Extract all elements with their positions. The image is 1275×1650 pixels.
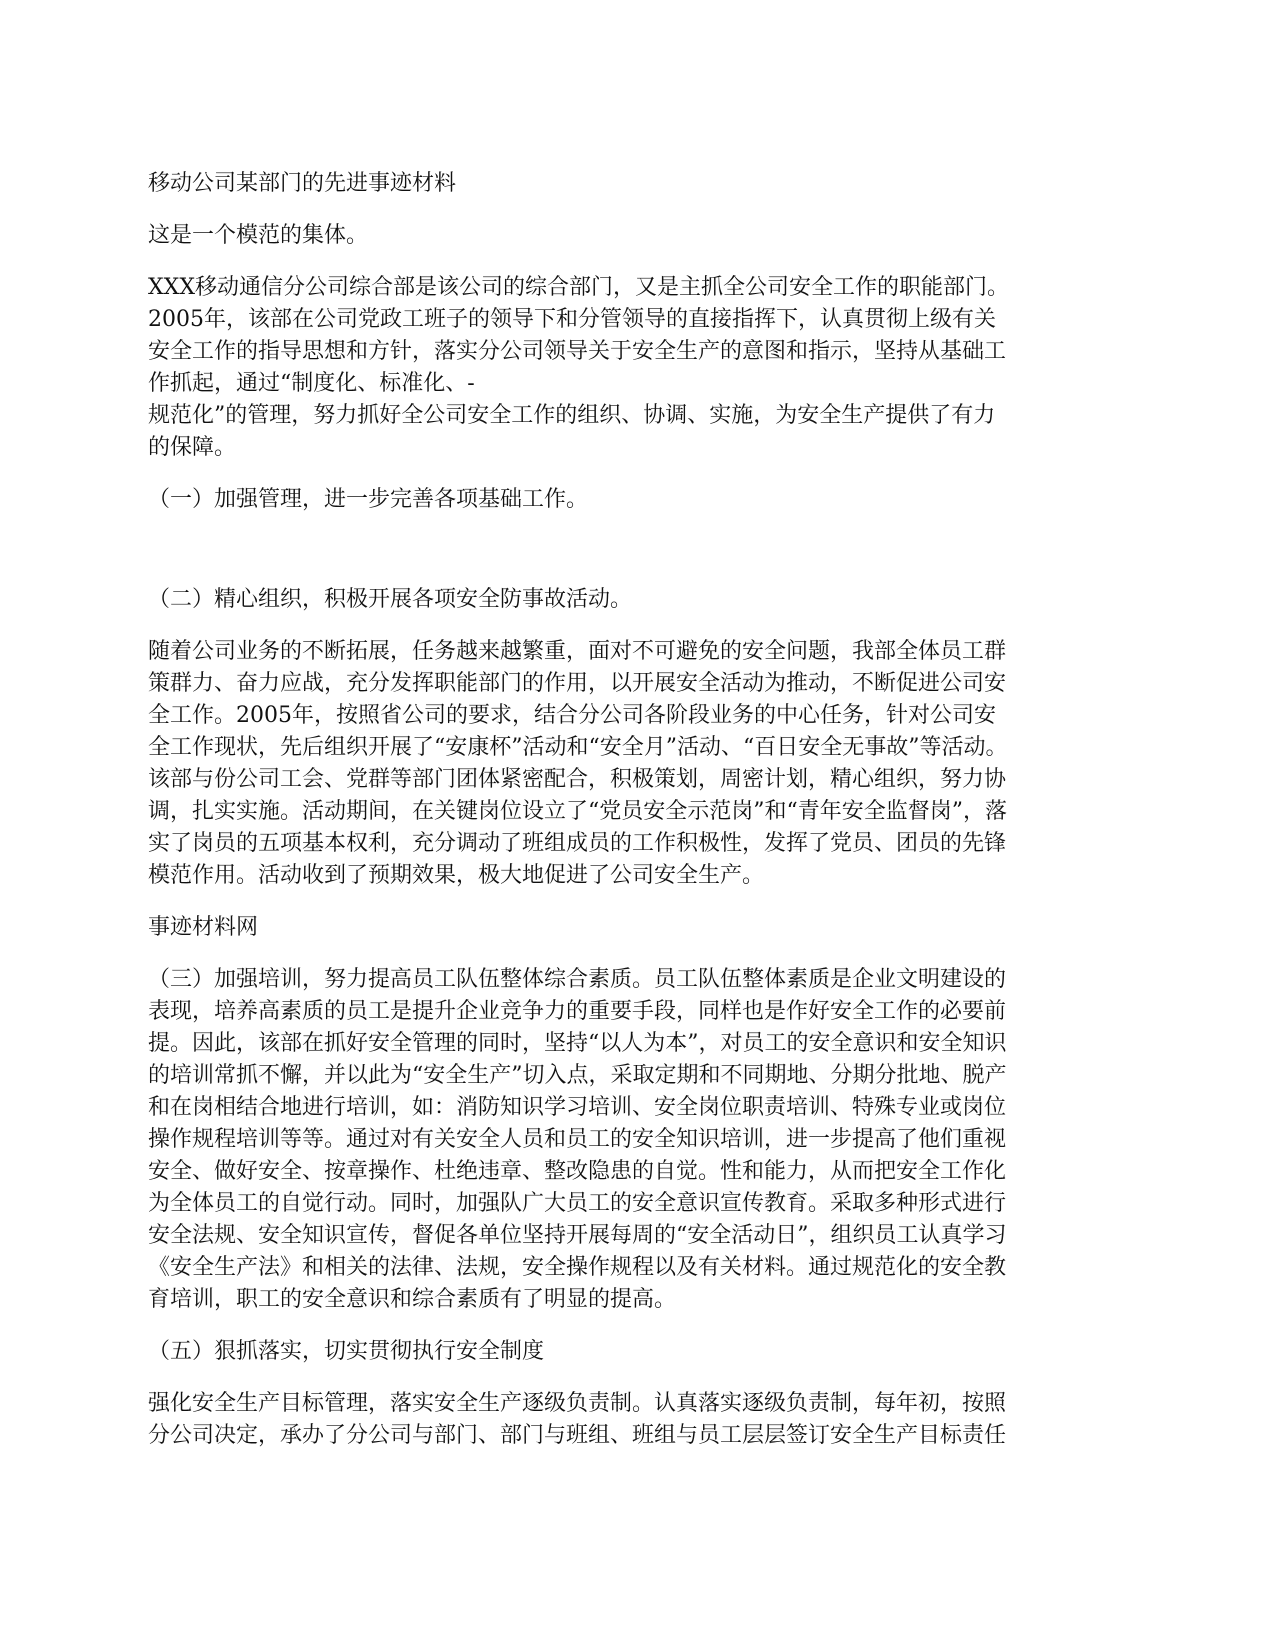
section-heading-2: （二）精心组织，积极开展各项安全防事故活动。 xyxy=(148,587,633,612)
paragraph-line: 安全工作的指导思想和方针，落实分公司领导关于安全生产的意图和指示，坚持从基础工 xyxy=(148,339,1007,364)
paragraph-line: 和在岗相结合地进行培训，如：消防知识学习培训、安全岗位职责培训、特殊专业或岗位 xyxy=(148,1095,1007,1120)
paragraph-line: 的保障。 xyxy=(148,435,237,460)
section-heading-5: （五）狠抓落实，切实贯彻执行安全制度 xyxy=(148,1339,545,1364)
paragraph-line: 随着公司业务的不断拓展，任务越来越繁重，面对不可避免的安全问题，我部全体员工群 xyxy=(148,639,1007,664)
paragraph-line: 安全法规、安全知识宣传，督促各单位坚持开展每周的“安全活动日”，组织员工认真学习 xyxy=(148,1223,1007,1248)
paragraph-line: 分公司决定，承办了分公司与部门、部门与班组、班组与员工层层签订安全生产目标责任 xyxy=(148,1423,1007,1448)
paragraph-line: 调，扎实实施。活动期间，在关键岗位设立了“党员安全示范岗”和“青年安全监督岗”，落 xyxy=(148,799,1007,824)
overview-paragraph xyxy=(148,272,1128,464)
paragraph-line: 规范化”的管理，努力抓好全公司安全工作的组织、协调、实施，为安全生产提供了有力 xyxy=(148,403,996,428)
paragraph-line: 《安全生产法》和相关的法律、法规，安全操作规程以及有关材料。通过规范化的安全教 xyxy=(148,1255,1007,1280)
paragraph-line: 表现，培养高素质的员工是提升企业竞争力的重要手段，同样也是作好安全工作的必要前 xyxy=(148,999,1007,1024)
paragraph-line: 为全体员工的自觉行动。同时，加强队广大员工的安全意识宣传教育。采取多种形式进行 xyxy=(148,1191,1007,1216)
activities-paragraph xyxy=(148,636,1128,892)
paragraph-line: （三）加强培训，努力提高员工队伍整体综合素质。员工队伍整体素质是企业文明建设的 xyxy=(148,967,1007,992)
document-page xyxy=(148,168,1128,1472)
paragraph-line: 的培训常抓不懈，并以此为“安全生产”切入点，采取定期和不同期地、分期分批地、脱产 xyxy=(148,1063,1007,1088)
paragraph-line: 2005年，该部在公司党政工班子的领导下和分管领导的直接指挥下，认真贯彻上级有关 xyxy=(148,307,996,332)
paragraph-line: 提。因此，该部在抓好安全管理的同时，坚持“以人为本”，对员工的安全意识和安全知识 xyxy=(148,1031,1007,1056)
source-note: 事迹材料网 xyxy=(148,915,259,940)
paragraph-line: 育培训，职工的安全意识和综合素质有了明显的提高。 xyxy=(148,1287,677,1312)
document-title: 移动公司某部门的先进事迹材料 xyxy=(148,171,457,196)
paragraph-line: 全工作现状，先后组织开展了“安康杯”活动和“安全月”活动、“百日安全无事故”等活动。 xyxy=(148,735,1008,760)
paragraph-line: 全工作。2005年，按照省公司的要求，结合分公司各阶段业务的中心任务，针对公司安 xyxy=(148,703,996,728)
paragraph-line: 模范作用。活动收到了预期效果，极大地促进了公司安全生产。 xyxy=(148,863,765,888)
intro-paragraph: 这是一个模范的集体。 xyxy=(148,223,369,248)
paragraph-line: 操作规程培训等等。通过对有关安全人员和员工的安全知识培训，进一步提高了他们重视 xyxy=(148,1127,1007,1152)
paragraph-line: 作抓起，通过“制度化、标准化、- xyxy=(148,371,475,396)
paragraph-line: 强化安全生产目标管理，落实安全生产逐级负责制。认真落实逐级负责制，每年初，按照 xyxy=(148,1391,1007,1416)
paragraph-line: 策群力、奋力应战，充分发挥职能部门的作用，以开展安全活动为推动，不断促进公司安 xyxy=(148,671,1007,696)
implementation-paragraph xyxy=(148,1388,1128,1452)
paragraph-line: 安全、做好安全、按章操作、杜绝违章、整改隐患的自觉。性和能力，从而把安全工作化 xyxy=(148,1159,1007,1184)
paragraph-line: XXX移动通信分公司综合部是该公司的综合部门，又是主抓全公司安全工作的职能部门。 xyxy=(148,275,1009,300)
blank-spacer xyxy=(148,536,1128,584)
training-paragraph xyxy=(148,964,1128,1316)
paragraph-line: 该部与份公司工会、党群等部门团体紧密配合，积极策划，周密计划，精心组织，努力协 xyxy=(148,767,1007,792)
paragraph-line: 实了岗员的五项基本权利，充分调动了班组成员的工作积极性，发挥了党员、团员的先锋 xyxy=(148,831,1007,856)
section-heading-1: （一）加强管理，进一步完善各项基础工作。 xyxy=(148,487,589,512)
